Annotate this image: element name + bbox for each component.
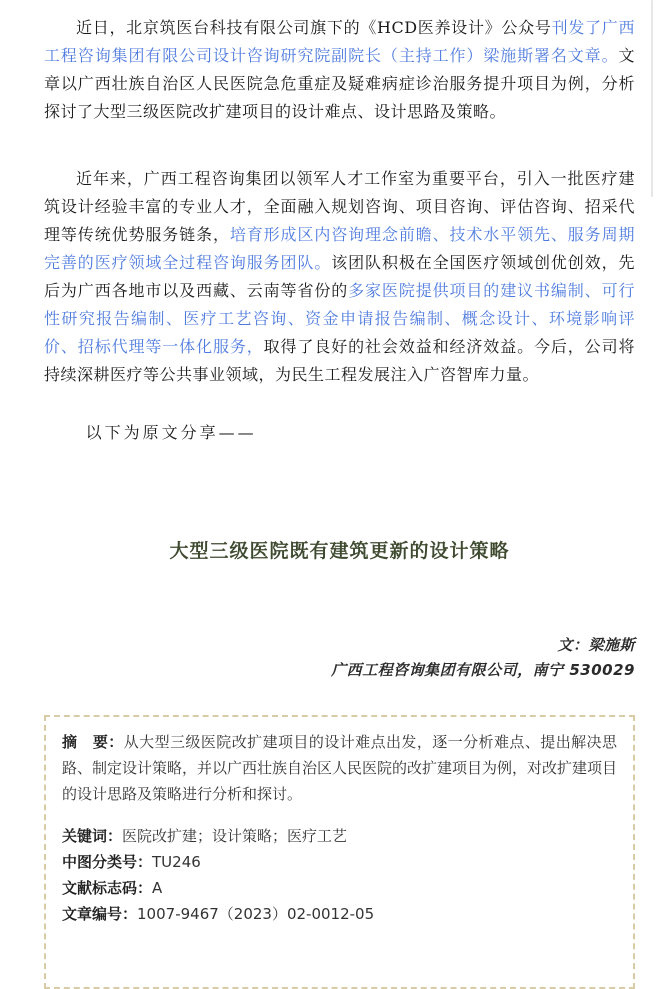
keywords-row: [62, 823, 617, 849]
clc-row: [62, 849, 617, 875]
text-segment: 文章以广西壮族自治区人民医院急危重症及疑难病症诊治服务提升项目为例，分析探讨了大型三级医院改扩建项目的设计难点、设计思路及策略。: [44, 46, 635, 121]
keywords-label: 关键词：: [62, 827, 123, 845]
article-id-label: 文章编号：: [62, 905, 138, 923]
share-line: 以下为原文分享——: [85, 423, 257, 442]
article-id-text: 1007-9467（2023）02-0012-05: [137, 905, 375, 923]
text-segment: 近年来，广西工程咨询集团以领军人才工作室为重要平台，引入一批医疗建筑设计经验丰富的专业人才，全面融入规划咨询、项目咨询、评估咨询、招采代理等传统优势服务链条，: [44, 169, 635, 244]
highlighted-text-segment: 刊发了广西工程咨询集团有限公司设计咨询研究院副院长（主持工作）梁施斯署名文章。: [44, 18, 635, 65]
text-segment: 该团队积极在全国医疗领域创优创效，先后为广西各地市以及西藏、云南等省份的: [44, 253, 635, 300]
intro-paragraph-1: [44, 14, 635, 126]
keywords-text: 医院改扩建；设计策略；医疗工艺: [122, 827, 348, 845]
highlighted-text-segment: 多家医院提供项目的建议书编制、可行性研究报告编制、医疗工艺咨询、资金申请报告编制、概念设计、环境影响评价、招标代理等一体化服务，: [44, 281, 635, 356]
article-title: 大型三级医院既有建筑更新的设计策略: [169, 540, 510, 562]
clc-label: 中图分类号：: [62, 853, 153, 871]
byline: [44, 633, 635, 683]
abstract-text: 从大型三级医院改扩建项目的设计难点出发，逐一分析难点、提出解决思路、制定设计策略，并以广西壮族自治区人民医院的改扩建项目为例，对改扩建项目的设计思路及策略进行分析和探讨。: [62, 733, 618, 803]
author-line: 文：梁施斯: [557, 636, 635, 654]
abstract-label: 摘 要：: [62, 733, 124, 751]
doc-code-text: A: [152, 879, 163, 897]
clc-text: TU246: [152, 853, 201, 871]
abstract-row: [62, 729, 617, 807]
text-segment: 近日，北京筑医台科技有限公司旗下的《HCD医养设计》公众号: [76, 18, 552, 37]
article-id-row: [62, 901, 617, 927]
affiliation-line: 广西工程咨询集团有限公司，南宁 530029: [331, 661, 635, 679]
scrollbar-thumb[interactable]: [651, 0, 653, 197]
abstract-box: [44, 715, 635, 989]
doc-code-row: [62, 875, 617, 901]
doc-code-label: 文献标志码：: [62, 879, 153, 897]
text-segment: 取得了良好的社会效益和经济效益。今后，公司将持续深耕医疗等公共事业领域，为民生工程发展注入广咨智库力量。: [44, 337, 635, 384]
highlighted-text-segment: 培育形成区内咨询理念前瞻、技术水平领先、服务周期完善的医疗领域全过程咨询服务团队。: [44, 225, 635, 272]
intro-paragraph-2: [44, 165, 635, 389]
